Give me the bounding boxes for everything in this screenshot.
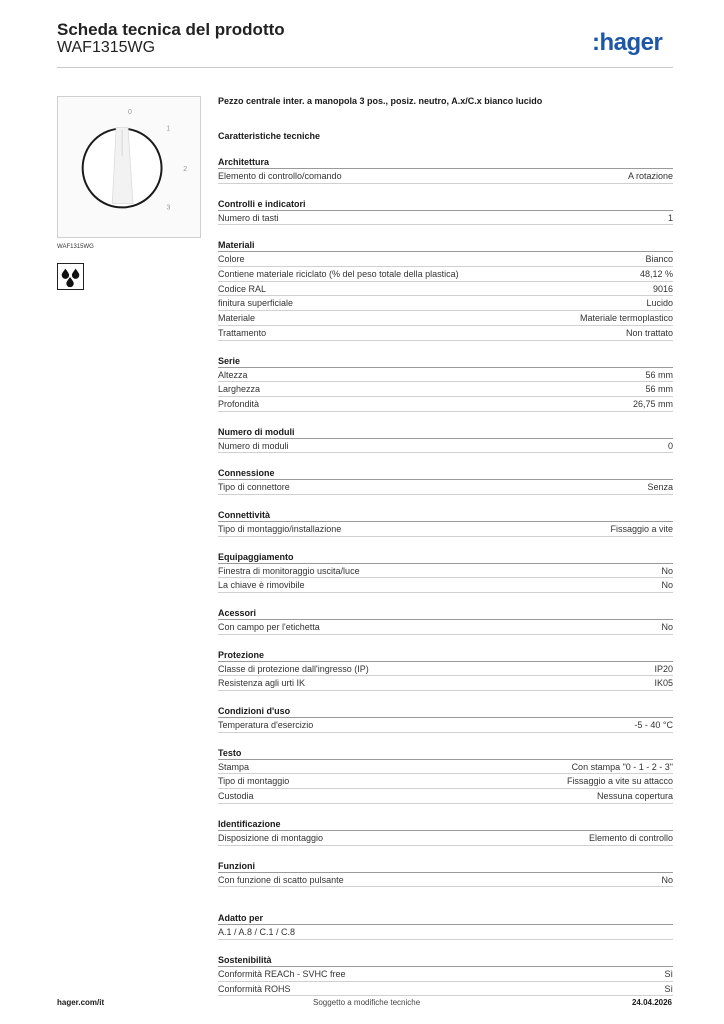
spec-label: A.1 / A.8 / C.1 / C.8 [218, 927, 296, 938]
dial-label-1: 1 [166, 125, 171, 133]
spec-row [218, 211, 673, 226]
dial-label-2: 2 [183, 165, 188, 173]
spec-row [218, 578, 673, 593]
spec-label: Con funzione di scatto pulsante [218, 874, 344, 885]
spec-row [218, 662, 673, 677]
product-image [57, 96, 201, 238]
spec-group-title: Connessione [218, 467, 673, 480]
spec-label: Custodia [218, 791, 254, 802]
spec-group [218, 467, 673, 495]
spec-label: Resistenza agli urti IK [218, 678, 306, 689]
spec-groups [218, 156, 673, 996]
spec-value: Senza [647, 482, 673, 493]
spec-label: Disposizione di montaggio [218, 832, 324, 843]
spec-label: Stampa [218, 761, 250, 772]
spec-value: Fissaggio a vite [610, 523, 673, 534]
spec-label: Larghezza [218, 384, 261, 395]
spec-row [218, 620, 673, 635]
spec-label: Tipo di connettore [218, 482, 290, 493]
spec-label: finitura superficiale [218, 298, 294, 309]
spec-group-title: Architettura [218, 156, 673, 169]
spec-label: La chiave è rimovibile [218, 580, 305, 591]
spec-value: No [661, 565, 673, 576]
spec-value: A rotazione [627, 171, 673, 181]
spec-value: No [661, 874, 673, 885]
spec-label: Conformità ROHS [218, 983, 291, 994]
logo-text: :hager [592, 29, 663, 56]
dial-label-3: 3 [166, 204, 171, 212]
spec-row [218, 311, 673, 326]
spec-value: 26,75 mm [632, 398, 673, 409]
spec-group-title: Materiali [218, 239, 673, 252]
spec-label: Finestra di monitoraggio uscita/luce [218, 565, 360, 576]
spec-group [218, 607, 673, 635]
spec-label: Profondità [218, 398, 260, 409]
spec-label: Conformità REACh - SVHC free [218, 968, 346, 979]
spec-value: Fissaggio a vite su attacco [566, 776, 673, 787]
spec-label: Classe di protezione dall'ingresso (IP) [218, 663, 369, 674]
spec-value: Elemento di controllo [588, 832, 673, 843]
spec-group-title: Serie [218, 355, 673, 368]
spec-group [218, 860, 673, 888]
spec-label: Tipo di montaggio/installazione [218, 523, 342, 534]
spec-value: 0 [667, 440, 673, 451]
product-code: WAF1315WG [57, 39, 156, 56]
spec-row [218, 760, 673, 775]
spec-row [218, 252, 673, 267]
spec-row [218, 564, 673, 579]
spec-group-title: Connettività [218, 509, 673, 522]
spec-value: Materiale termoplastico [579, 313, 673, 324]
spec-label: Temperatura d'esercizio [218, 720, 314, 731]
spec-row [218, 774, 673, 789]
hager-logo [592, 27, 674, 57]
spec-group [218, 649, 673, 691]
footer-website: hager.com/it [57, 998, 105, 1007]
spec-group [218, 355, 673, 412]
spec-value: 56 mm [645, 369, 673, 380]
dial-label-0: 0 [128, 108, 132, 116]
spec-label: Tipo di montaggio [218, 776, 290, 787]
spec-row [218, 718, 673, 733]
spec-label: Numero di moduli [218, 440, 289, 451]
spec-value: Bianco [645, 254, 673, 265]
spec-group-title: Funzioni [218, 860, 673, 873]
spec-row [218, 873, 673, 888]
spec-label: Elemento di controllo/comando [218, 171, 342, 181]
spec-group-title: Equipaggiamento [218, 551, 673, 564]
spec-row [218, 982, 673, 997]
spec-label: Con campo per l'etichetta [218, 622, 320, 632]
spec-group-title: Sostenibilità [218, 954, 673, 967]
spec-value: 56 mm [645, 384, 673, 395]
spec-row [218, 480, 673, 495]
image-caption: WAF1315WG [57, 244, 94, 250]
spec-row [218, 282, 673, 297]
footer-note: Soggetto a modifiche tecniche [313, 998, 421, 1007]
spec-row [218, 382, 673, 397]
spec-row [218, 676, 673, 691]
spec-row [218, 397, 673, 412]
spec-row [218, 169, 673, 184]
spec-group-title: Acessori [218, 607, 673, 620]
page-title: Scheda tecnica del prodotto [57, 20, 285, 39]
spec-group-title: Numero di moduli [218, 426, 673, 439]
spec-label: Altezza [218, 369, 248, 380]
spec-group-title: Adatto per [218, 912, 673, 925]
specs-title: Caratteristiche tecniche [218, 131, 321, 141]
spec-group [218, 551, 673, 593]
spec-value: Lucido [646, 298, 673, 309]
spec-group-title: Testo [218, 747, 673, 760]
spec-label: Numero di tasti [218, 212, 279, 223]
spec-value: Non trattato [625, 327, 673, 338]
spec-row [218, 326, 673, 341]
spec-group [218, 818, 673, 846]
spec-row [218, 925, 673, 940]
technical-specs [218, 130, 673, 996]
spec-value: -5 - 40 °C [634, 720, 673, 731]
spec-group [218, 747, 673, 804]
spec-row [218, 267, 673, 282]
spec-group-title: Identificazione [218, 818, 673, 831]
spec-label: Colore [218, 254, 245, 265]
spec-row [218, 368, 673, 383]
spec-value: 48,12 % [639, 269, 673, 280]
spec-group [218, 954, 673, 996]
spec-label: Contiene materiale riciclato (% del peso totale della plastica) [218, 269, 459, 280]
spec-group [218, 198, 673, 226]
spec-row [218, 296, 673, 311]
spec-value: Sì [664, 983, 673, 994]
spec-row [218, 967, 673, 982]
spec-value: No [661, 622, 673, 632]
spec-group [218, 509, 673, 537]
product-description: Pezzo centrale inter. a manopola 3 pos., posiz. neutro, A.x/C.x bianco lucido [218, 96, 543, 106]
footer-date: 24.04.2026 [631, 998, 672, 1007]
spec-row [218, 831, 673, 846]
spec-row [218, 522, 673, 537]
spec-group [218, 705, 673, 733]
spec-value: No [661, 580, 673, 591]
header-divider [57, 67, 673, 68]
spec-value: IP20 [654, 663, 673, 674]
spec-group [218, 156, 673, 184]
spec-group-title: Controlli e indicatori [218, 198, 673, 211]
spec-value: Sì [664, 968, 673, 979]
spec-label: Codice RAL [218, 283, 267, 294]
spec-value: 1 [667, 212, 673, 223]
spec-group-title: Condizioni d'uso [218, 705, 673, 718]
spec-value: 9016 [652, 283, 673, 294]
spec-value: Nessuna copertura [596, 791, 673, 802]
spec-label: Materiale [218, 313, 256, 324]
spec-value: Con stampa "0 - 1 - 2 - 3" [571, 761, 673, 772]
spec-label: Trattamento [218, 327, 267, 338]
spec-group [218, 426, 673, 454]
spec-group [218, 912, 673, 940]
spec-row [218, 439, 673, 454]
spec-group [218, 239, 673, 340]
water-drops-icon [57, 263, 84, 290]
spec-value: IK05 [654, 678, 673, 689]
spec-group-title: Protezione [218, 649, 673, 662]
spec-row [218, 789, 673, 804]
